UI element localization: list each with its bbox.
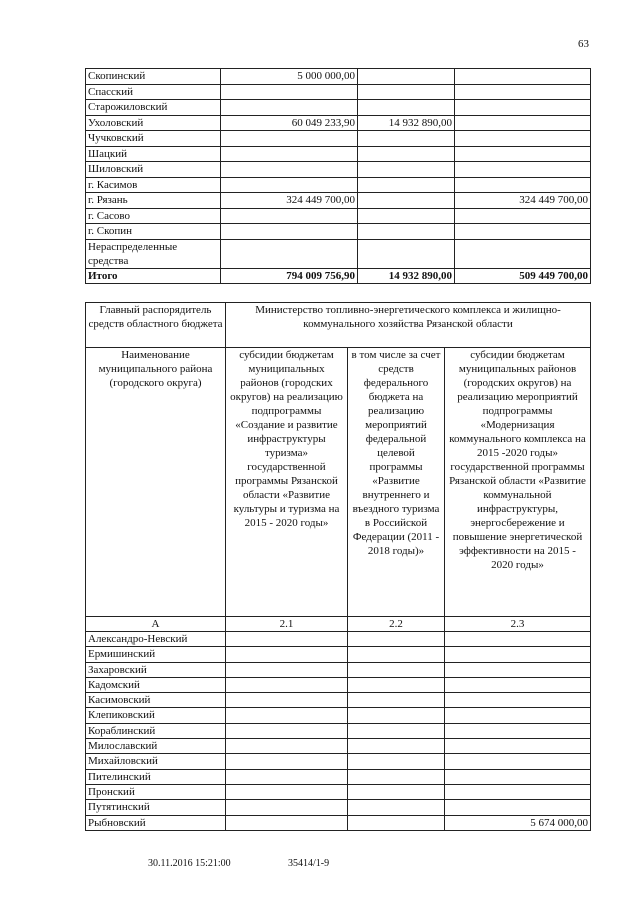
row-name: Спасский — [86, 84, 221, 100]
table-row — [86, 84, 591, 100]
row-value-1 — [221, 84, 358, 100]
row-value-2 — [348, 754, 445, 769]
row-name: Александро-Невский — [86, 632, 226, 647]
row-value-1: 324 449 700,00 — [221, 193, 358, 209]
row-value-2 — [348, 815, 445, 830]
col-a-header: Наименование муниципального района (городского округа) — [86, 348, 226, 617]
col-2-header: в том числе за счет средств федерального бюджета на реализацию мероприятий федеральной целевой программы «Развитие внутреннего и въездного туризма в Российской Федерации (2011 - 2018 годы)» — [348, 348, 445, 617]
table-row — [86, 647, 591, 662]
row-value-1 — [221, 146, 358, 162]
row-value-2 — [348, 632, 445, 647]
row-name: Нераспределенные средства — [86, 239, 221, 268]
row-value-3 — [455, 208, 591, 224]
row-value-2 — [348, 800, 445, 815]
row-value-1 — [226, 784, 348, 799]
row-value-1 — [221, 177, 358, 193]
row-value-3 — [455, 239, 591, 268]
row-value-1: 794 009 756,90 — [221, 268, 358, 284]
table-row — [86, 754, 591, 769]
row-value-1 — [226, 708, 348, 723]
row-value-2: 14 932 890,00 — [358, 268, 455, 284]
row-value-3 — [455, 69, 591, 85]
row-value-3 — [445, 739, 591, 754]
table-row — [86, 224, 591, 240]
col-3-header: субсидии бюджетам муниципальных районов (городских округов) на реализацию мероприятий подпрограммы «Модернизация коммунального комплекса на 2015 -2020 годы» государственной программы Рязанской области «Развитие коммунальной инфраструктуры, энергосбережение и повышение энергетической эффективности на 2015 - 2020 годы» — [445, 348, 591, 617]
footer-timestamp: 30.11.2016 15:21:00 — [148, 858, 231, 869]
table-row — [86, 162, 591, 178]
row-value-2 — [358, 177, 455, 193]
row-value-1 — [221, 162, 358, 178]
row-name: Шиловский — [86, 162, 221, 178]
row-name: Итого — [86, 268, 221, 284]
table-row — [86, 769, 591, 784]
row-name: Скопинский — [86, 69, 221, 85]
row-name: Кадомский — [86, 677, 226, 692]
row-value-2 — [358, 84, 455, 100]
row-name: г. Рязань — [86, 193, 221, 209]
row-name: г. Касимов — [86, 177, 221, 193]
row-value-1 — [221, 239, 358, 268]
row-value-2 — [358, 239, 455, 268]
row-name: Касимовский — [86, 693, 226, 708]
row-value-1 — [221, 100, 358, 116]
header-row — [86, 348, 591, 617]
row-value-2 — [358, 224, 455, 240]
code-a: А — [86, 617, 226, 632]
table-row — [86, 146, 591, 162]
table-row — [86, 115, 591, 131]
row-value-2 — [358, 193, 455, 209]
row-value-1: 5 000 000,00 — [221, 69, 358, 85]
table-row — [86, 268, 591, 284]
budget-table-bottom — [85, 302, 591, 831]
code-2-2: 2.2 — [348, 617, 445, 632]
table-row — [86, 662, 591, 677]
row-value-1 — [226, 769, 348, 784]
row-name: Захаровский — [86, 662, 226, 677]
row-value-3: 509 449 700,00 — [455, 268, 591, 284]
row-name: Путятинский — [86, 800, 226, 815]
row-value-3 — [455, 115, 591, 131]
row-value-2 — [348, 708, 445, 723]
table-row — [86, 131, 591, 147]
row-value-3 — [445, 800, 591, 815]
row-value-1 — [226, 723, 348, 738]
row-name: Рыбновский — [86, 815, 226, 830]
budget-table-top — [85, 68, 591, 284]
codes-row — [86, 617, 591, 632]
table-row — [86, 723, 591, 738]
row-value-3 — [445, 784, 591, 799]
row-value-3 — [445, 647, 591, 662]
table-row — [86, 784, 591, 799]
row-value-1 — [226, 815, 348, 830]
row-value-1 — [221, 131, 358, 147]
table-row — [86, 239, 591, 268]
table-row — [86, 708, 591, 723]
row-value-1 — [226, 647, 348, 662]
row-value-1 — [226, 754, 348, 769]
row-value-1 — [221, 224, 358, 240]
row-value-3 — [445, 677, 591, 692]
row-value-2 — [358, 146, 455, 162]
code-2-3: 2.3 — [445, 617, 591, 632]
row-value-2: 14 932 890,00 — [358, 115, 455, 131]
row-name: Ухоловский — [86, 115, 221, 131]
row-value-2 — [358, 162, 455, 178]
table-row — [86, 739, 591, 754]
row-value-3 — [445, 754, 591, 769]
row-value-2 — [358, 208, 455, 224]
row-value-2 — [348, 677, 445, 692]
row-value-3 — [455, 100, 591, 116]
row-name: Кораблинский — [86, 723, 226, 738]
row-value-3 — [455, 131, 591, 147]
row-name: г. Скопин — [86, 224, 221, 240]
row-value-1 — [226, 632, 348, 647]
row-name: Клепиковский — [86, 708, 226, 723]
table-row — [86, 693, 591, 708]
row-name: г. Сасово — [86, 208, 221, 224]
row-value-2 — [358, 131, 455, 147]
table-row — [86, 69, 591, 85]
row-name: Пителинский — [86, 769, 226, 784]
row-value-2 — [348, 784, 445, 799]
code-2-1: 2.1 — [226, 617, 348, 632]
row-value-3 — [455, 162, 591, 178]
row-value-3 — [445, 708, 591, 723]
table-row — [86, 100, 591, 116]
row-value-1 — [221, 208, 358, 224]
row-value-1 — [226, 677, 348, 692]
row-value-1 — [226, 693, 348, 708]
distributor-value: Министерство топливно-энергетического комплекса и жилищно-коммунального хозяйства Рязанской области — [226, 303, 591, 348]
footer-doc-id: 35414/1-9 — [288, 858, 330, 869]
row-value-2 — [358, 100, 455, 116]
row-value-3 — [455, 146, 591, 162]
table-row — [86, 193, 591, 209]
distributor-row — [86, 303, 591, 348]
table-row — [86, 177, 591, 193]
row-name: Михайловский — [86, 754, 226, 769]
col-1-header: субсидии бюджетам муниципальных районов (городских округов) на реализацию подпрограммы «Создание и развитие инфраструктуры туризма» государственной программы Рязанской области «Развитие культуры и туризма на 2015 - 2020 годы» — [226, 348, 348, 617]
row-value-3 — [445, 769, 591, 784]
row-value-1: 60 049 233,90 — [221, 115, 358, 131]
distributor-label: Главный распорядитель средств областного бюджета — [86, 303, 226, 348]
row-value-3 — [445, 662, 591, 677]
row-value-3 — [455, 177, 591, 193]
row-value-3 — [455, 224, 591, 240]
table-row — [86, 632, 591, 647]
row-value-2 — [348, 739, 445, 754]
row-value-3 — [445, 693, 591, 708]
page-number: 63 — [578, 38, 589, 50]
row-value-1 — [226, 662, 348, 677]
row-name: Милославский — [86, 739, 226, 754]
table-row — [86, 677, 591, 692]
row-value-2 — [348, 723, 445, 738]
row-value-3 — [455, 84, 591, 100]
row-name: Ермишинский — [86, 647, 226, 662]
row-value-2 — [348, 693, 445, 708]
row-value-3 — [445, 723, 591, 738]
row-value-2 — [348, 662, 445, 677]
row-value-1 — [226, 800, 348, 815]
row-name: Чучковский — [86, 131, 221, 147]
row-name: Шацкий — [86, 146, 221, 162]
row-value-2 — [348, 769, 445, 784]
table-row — [86, 815, 591, 830]
row-value-2 — [358, 69, 455, 85]
row-name: Пронский — [86, 784, 226, 799]
row-value-3 — [445, 632, 591, 647]
row-value-3: 324 449 700,00 — [455, 193, 591, 209]
row-value-2 — [348, 647, 445, 662]
table-row — [86, 800, 591, 815]
table-row — [86, 208, 591, 224]
row-value-3: 5 674 000,00 — [445, 815, 591, 830]
row-name: Старожиловский — [86, 100, 221, 116]
row-value-1 — [226, 739, 348, 754]
